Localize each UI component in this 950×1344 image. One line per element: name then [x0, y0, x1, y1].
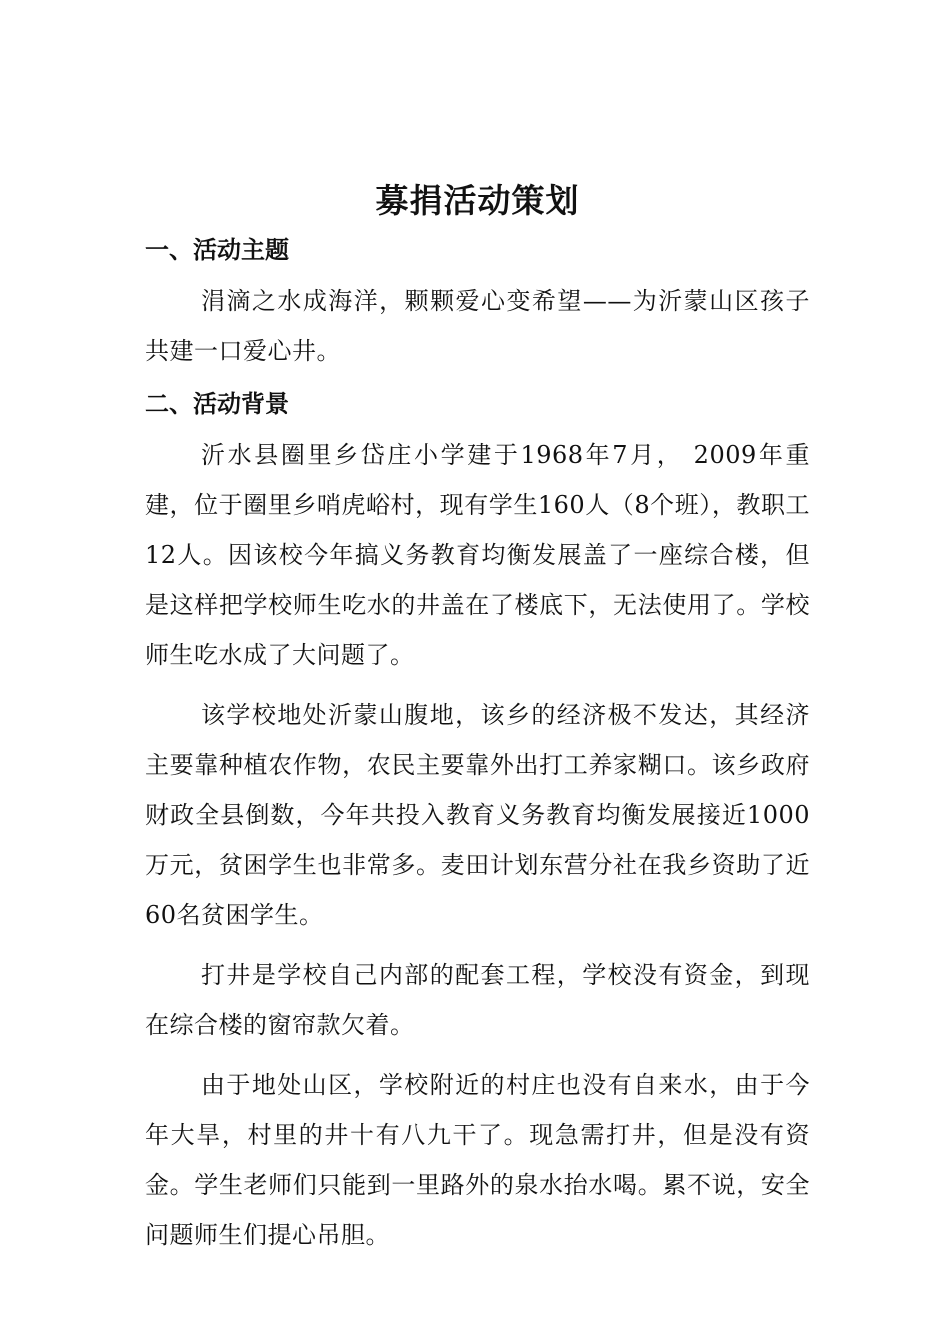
document-body	[145, 176, 810, 1260]
section-heading-theme: 一、活动主题	[145, 236, 289, 264]
paragraph-background-2: 该学校地处沂蒙山腹地，该乡的经济极不发达，其经济主要靠种植农作物，农民主要靠外出打工养家糊口。该乡政府财政全县倒数，今年共投入教育义务教育均衡发展接近1000万元，贫困学生也非常多。麦田计划东营分社在我乡资助了近60名贫困学生。	[145, 701, 810, 929]
paragraph-background-1: 沂水县圈里乡岱庄小学建于1968年7月， 2009年重建，位于圈里乡哨虎峪村，现有学生160人（8个班），教职工12人。因该校今年搞义务教育均衡发展盖了一座综合楼，但是这样把学校师生吃水的井盖在了楼底下，无法使用了。学校师生吃水成了大问题了。	[145, 441, 810, 669]
section-heading-background: 二、活动背景	[145, 390, 289, 418]
page-title: 募捐活动策划	[375, 181, 580, 220]
paragraph-theme: 涓滴之水成海洋，颗颗爱心变希望——为沂蒙山区孩子共建一口爱心井。	[145, 287, 810, 365]
paragraph-background-4: 由于地处山区，学校附近的村庄也没有自来水，由于今年大旱，村里的井十有八九干了。现急需打井，但是没有资金。学生老师们只能到一里路外的泉水抬水喝。累不说，安全问题师生们提心吊胆。	[145, 1071, 810, 1249]
paragraph-background-3: 打井是学校自己内部的配套工程，学校没有资金，到现在综合楼的窗帘款欠着。	[145, 961, 810, 1039]
